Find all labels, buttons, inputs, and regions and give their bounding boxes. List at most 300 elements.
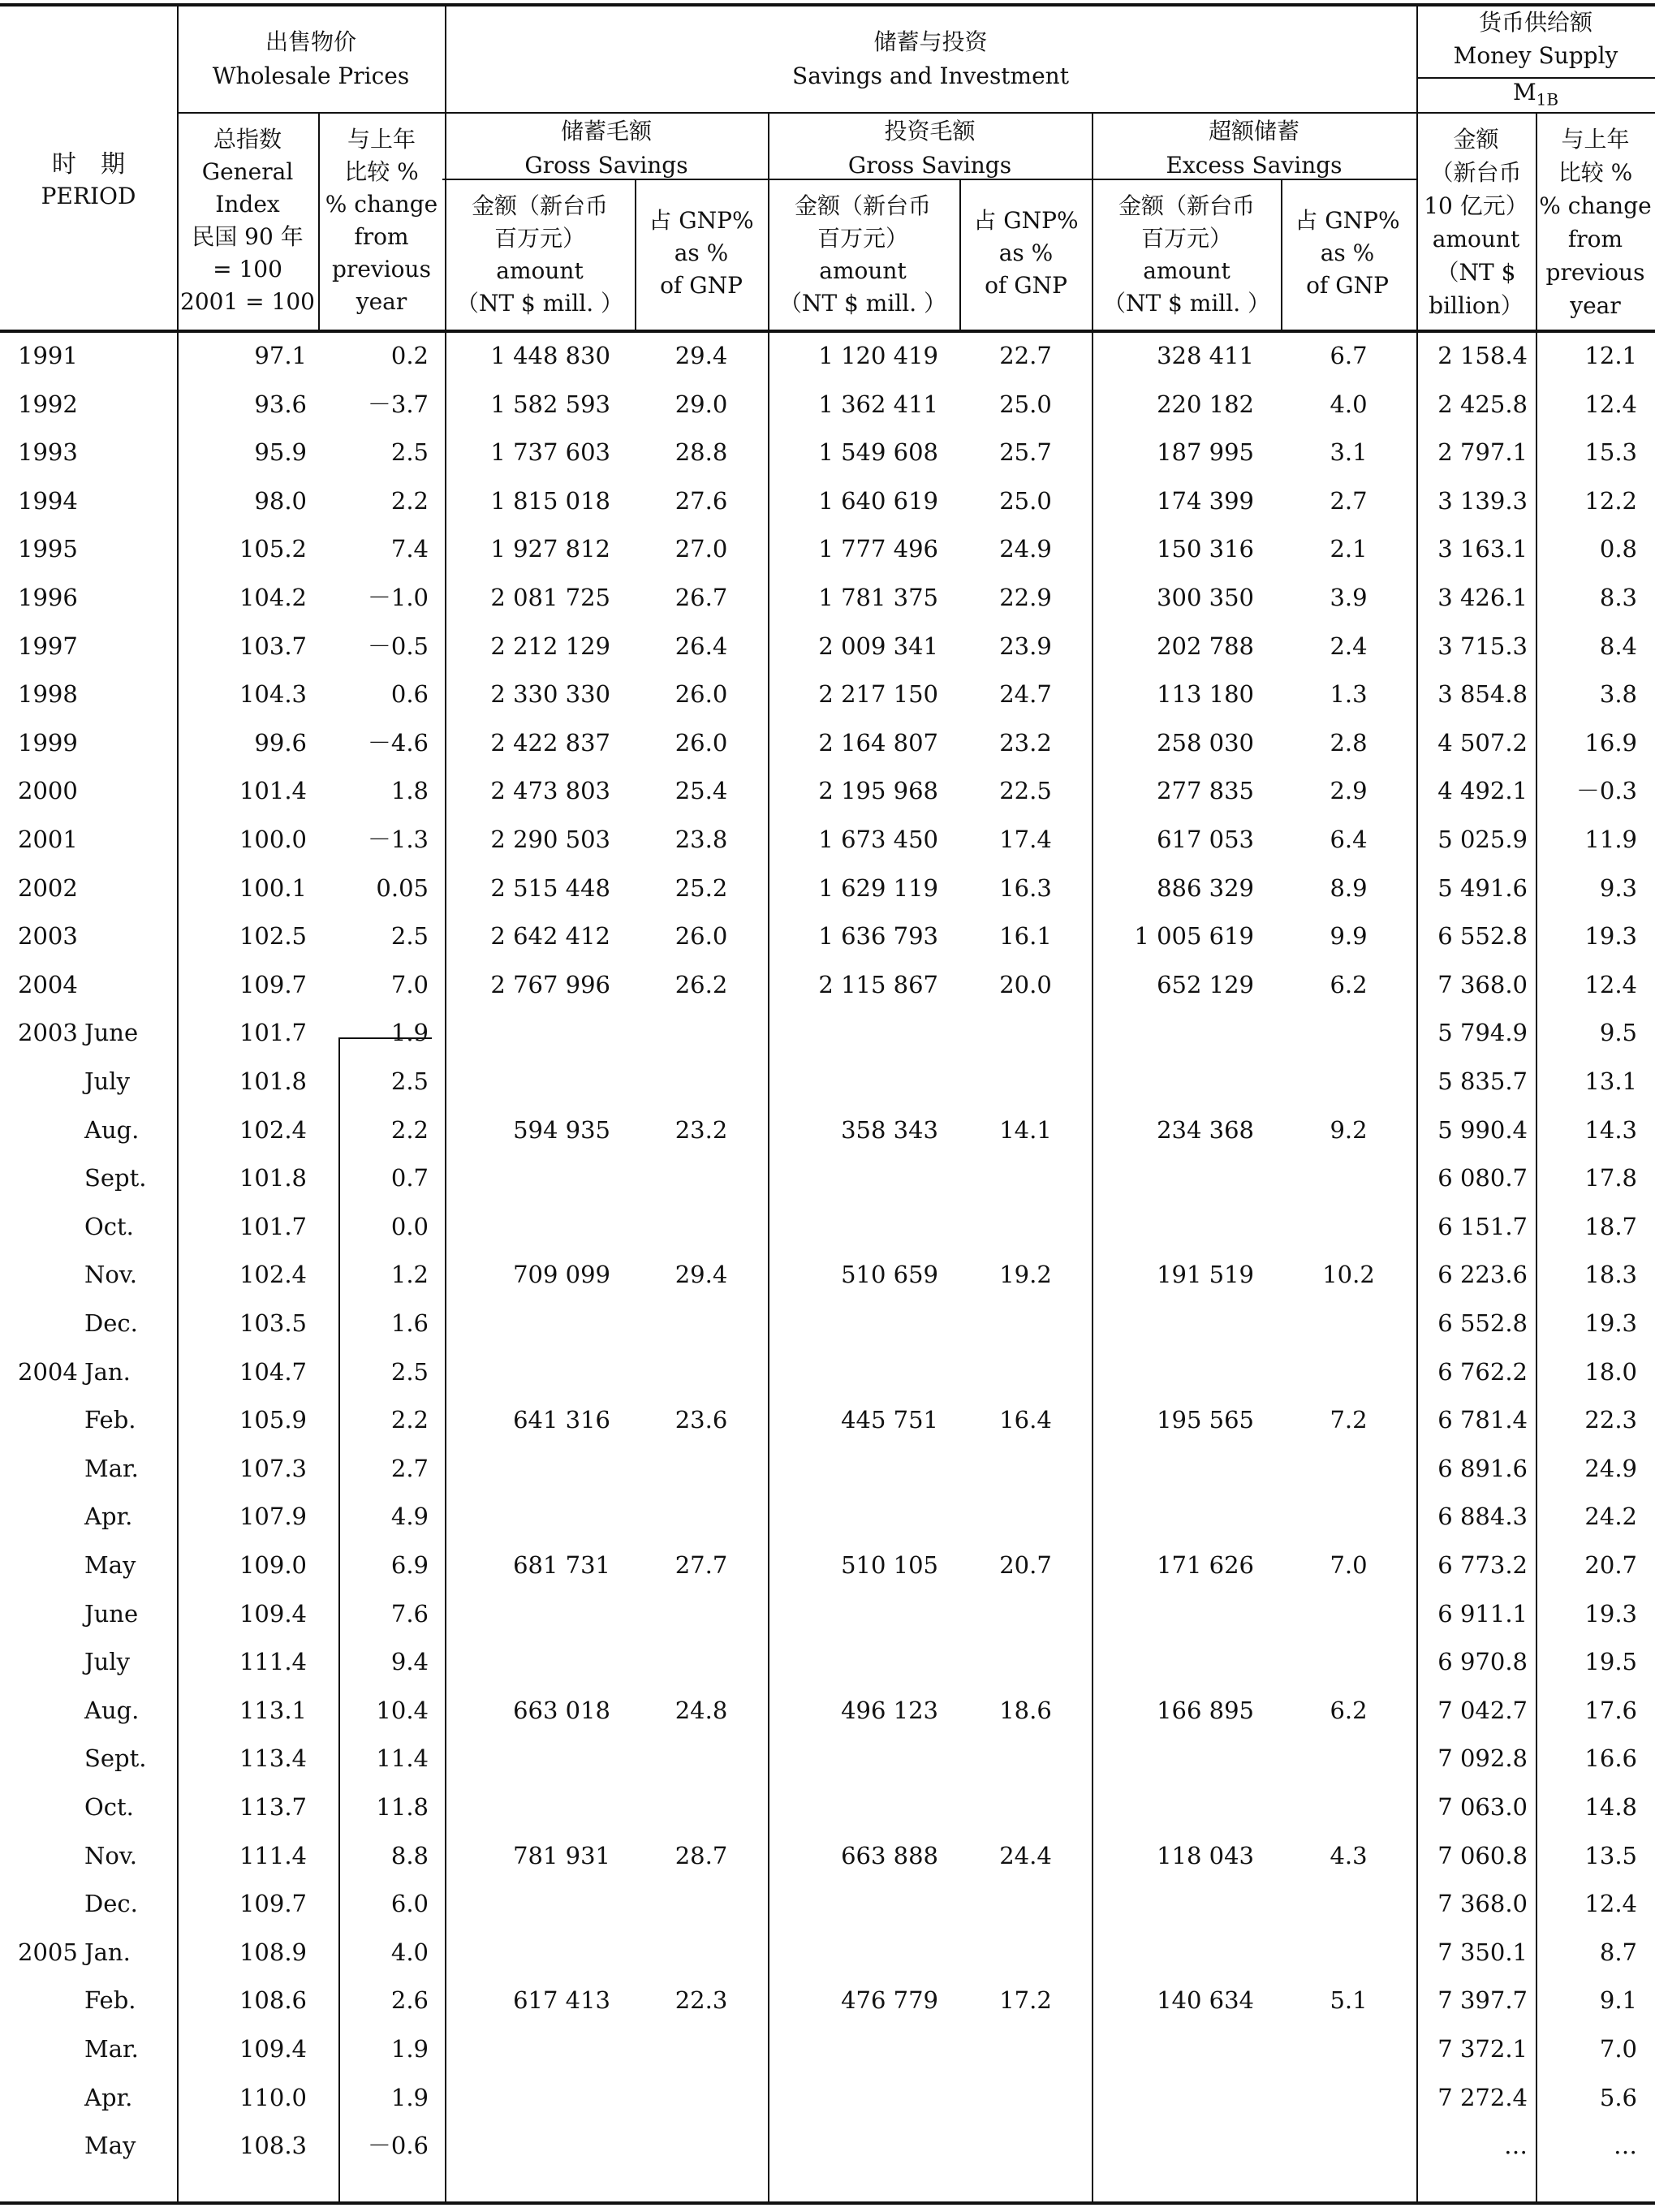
wholesale-change-value: 8.8 [390, 1841, 429, 1869]
money-change: 12.2 [1584, 486, 1637, 515]
row-period: 1994 [18, 486, 78, 515]
index-value: 102.4 [239, 1115, 307, 1144]
gnp-share-header-line: of GNP [660, 272, 743, 299]
quarter-gross-savings-amount: 781 931 [513, 1841, 610, 1869]
savings-title-en: Savings and Investment [792, 63, 1069, 89]
money-amount-header-line: 金额 [1453, 126, 1499, 153]
amount-header-line: amount [1143, 257, 1230, 284]
m1b-subscript: 1B [1536, 89, 1559, 110]
row-year: 2005 [18, 1938, 78, 1966]
money-change: 12.1 [1584, 342, 1637, 369]
quarter-gross-savings-amount: 641 316 [513, 1406, 610, 1434]
gross-savings-amount: 2 473 803 [490, 777, 610, 805]
investment-amount: 1 636 793 [818, 922, 938, 951]
row-month: Apr. [84, 1503, 133, 1531]
wholesale-change-value: 2.5 [390, 438, 429, 467]
wholesale-change-value: 9.4 [390, 1648, 429, 1676]
money-amount: 3 715.3 [1437, 632, 1528, 660]
index-value: 99.6 [254, 728, 307, 757]
wholesale-change-header-line: 与上年 [347, 126, 416, 153]
index-value: 105.2 [239, 535, 307, 563]
excess-gnp: 9.9 [1330, 922, 1368, 951]
wholesale-change-value: 0.05 [376, 873, 429, 902]
gross-savings-gnp: 26.0 [674, 728, 728, 757]
money-change: 19.5 [1584, 1648, 1637, 1676]
quarter-gross-savings-gnp: 22.3 [674, 1986, 728, 2015]
index-value: 100.0 [239, 826, 307, 853]
index-value: 95.9 [254, 438, 307, 467]
investment-gnp: 17.4 [999, 826, 1052, 853]
quarter-investment-gnp: 20.7 [999, 1551, 1052, 1579]
wholesale-title-zh: 出售物价 [265, 28, 356, 55]
gross-savings-amount: 1 582 593 [490, 390, 610, 418]
quarter-investment-amount: 445 751 [841, 1406, 938, 1434]
investment-gnp: 23.9 [999, 632, 1052, 660]
gross-savings-gnp: 27.6 [674, 486, 728, 515]
index-value: 103.7 [239, 632, 307, 660]
quarter-investment-amount: 663 888 [841, 1841, 938, 1869]
index-value: 104.2 [239, 584, 307, 611]
money-amount: 5 794.9 [1437, 1019, 1528, 1047]
money-change: 24.2 [1584, 1503, 1637, 1531]
money-amount: 7 060.8 [1437, 1841, 1528, 1869]
row-month: Nov. [84, 1841, 137, 1869]
excess-gnp: 6.4 [1330, 826, 1368, 853]
money-amount: 2 158.4 [1437, 342, 1528, 369]
excess-gnp: 4.0 [1330, 390, 1368, 418]
wholesale-change-value: 1.9 [390, 1019, 429, 1047]
wholesale-change-header-line: 比较 % [344, 158, 419, 185]
money-amount: 6 223.6 [1437, 1261, 1528, 1289]
index-value: 107.3 [239, 1454, 307, 1482]
money-amount: 4 492.1 [1437, 777, 1528, 805]
index-value: 98.0 [254, 486, 307, 515]
quarter-gross-savings-gnp: 23.2 [674, 1115, 728, 1144]
excess-amount: 113 180 [1157, 680, 1254, 709]
gnp-share-header-line: of GNP [985, 272, 1067, 299]
gross-savings-gnp: 26.7 [674, 584, 728, 611]
wholesale-change-value: 2.5 [390, 1067, 429, 1095]
row-period: 1999 [18, 728, 78, 757]
index-header-line: General [201, 158, 294, 185]
wholesale-change-value: 10.4 [376, 1696, 429, 1724]
row-period: 2001 [18, 826, 78, 853]
wholesale-change-value: 2.5 [390, 922, 429, 951]
quarter-investment-gnp: 16.4 [999, 1406, 1052, 1434]
quarter-excess-amount: 140 634 [1157, 1986, 1254, 2015]
investment-gnp: 22.7 [999, 342, 1052, 369]
wholesale-change-value: 0.0 [390, 1212, 429, 1240]
row-month: Aug. [84, 1696, 140, 1724]
excess-amount: 1 005 619 [1134, 922, 1254, 951]
money-change: 14.8 [1584, 1793, 1637, 1821]
row-month: Sept. [84, 1164, 147, 1192]
quarter-gross-savings-gnp: 27.7 [674, 1551, 728, 1579]
row-period: 1996 [18, 584, 78, 611]
money-amount: 7 063.0 [1437, 1793, 1528, 1821]
money-change-header-line: previous [1545, 259, 1645, 286]
gross-savings-amount: 2 330 330 [490, 680, 610, 709]
investment-amount: 2 164 807 [818, 728, 938, 757]
money-amount: 4 507.2 [1437, 728, 1528, 757]
row-month: Sept. [84, 1744, 147, 1773]
money-change-header-line: 比较 % [1558, 159, 1633, 186]
money-change: 8.7 [1599, 1938, 1637, 1966]
quarter-investment-gnp: 14.1 [999, 1115, 1052, 1144]
money-change: 15.3 [1584, 438, 1637, 467]
wholesale-change-value: 2.2 [390, 1406, 429, 1434]
gnp-share-header-line: of GNP [1306, 272, 1389, 299]
index-value: 110.0 [239, 2083, 307, 2111]
index-value: 101.8 [239, 1067, 307, 1095]
investment-amount: 2 195 968 [818, 777, 938, 805]
investment-amount: 1 673 450 [818, 826, 938, 853]
amount-header-line: （NT $ mill. ） [455, 290, 623, 317]
index-value: 111.4 [239, 1648, 307, 1676]
gross-savings-amount: 2 767 996 [490, 970, 610, 998]
amount-header-line: （NT $ mill. ） [778, 290, 946, 317]
row-period: 1998 [18, 680, 78, 709]
investment-gnp: 24.9 [999, 535, 1052, 563]
row-month: Feb. [84, 1986, 136, 2015]
row-period: 1991 [18, 342, 78, 369]
index-value: 104.7 [239, 1357, 307, 1386]
index-value: 97.1 [254, 342, 307, 369]
gross-savings-amount: 2 290 503 [490, 826, 610, 853]
wholesale-change-value: 7.0 [390, 970, 429, 998]
quarter-excess-gnp: 4.3 [1330, 1841, 1368, 1869]
money-change: 13.1 [1584, 1067, 1637, 1095]
wholesale-change-value: －0.6 [367, 2132, 429, 2160]
money-change: 22.3 [1584, 1406, 1637, 1434]
gross-savings-gnp: 26.2 [674, 970, 728, 998]
excess-amount: 886 329 [1157, 873, 1254, 902]
quarter-gross-savings-gnp: 28.7 [674, 1841, 728, 1869]
investment-amount: 1 629 119 [818, 873, 938, 902]
gross-savings-gnp: 28.8 [674, 438, 728, 467]
money-amount: 7 350.1 [1437, 1938, 1528, 1966]
row-month: Mar. [84, 2035, 139, 2063]
row-month: Dec. [84, 1309, 138, 1337]
row-month: Feb. [84, 1406, 136, 1434]
money-change: 3.8 [1599, 680, 1637, 709]
quarter-excess-amount: 166 895 [1157, 1696, 1254, 1724]
index-value: 113.1 [239, 1696, 307, 1724]
investment-header-zh: 投资毛额 [884, 118, 976, 144]
money-amount: 7 372.1 [1437, 2035, 1528, 2063]
excess-amount: 258 030 [1157, 728, 1254, 757]
wholesale-change-value: 6.0 [390, 1890, 429, 1918]
gross-savings-amount: 1 737 603 [490, 438, 610, 467]
money-amount: 7 092.8 [1437, 1744, 1528, 1773]
quarter-investment-gnp: 17.2 [999, 1986, 1052, 2015]
wholesale-change-value: 0.6 [390, 680, 429, 709]
col-divider [1416, 3, 1418, 2201]
money-amount: 3 163.1 [1437, 535, 1528, 563]
quarter-excess-gnp: 6.2 [1330, 1696, 1368, 1724]
quarter-investment-gnp: 24.4 [999, 1841, 1052, 1869]
money-amount: 3 854.8 [1437, 680, 1528, 709]
row-month: Jan. [84, 1938, 131, 1966]
gross-savings-amount: 2 515 448 [490, 873, 610, 902]
row-period: 1992 [18, 390, 78, 418]
gross-savings-amount: 2 081 725 [490, 584, 610, 611]
money-change: 17.8 [1584, 1164, 1637, 1192]
money-change: 0.8 [1599, 535, 1637, 563]
money-change: 19.3 [1584, 1309, 1637, 1337]
index-value: 109.0 [239, 1551, 307, 1579]
gross-savings-header-en: Gross Savings [524, 152, 688, 179]
index-value: 103.5 [239, 1309, 307, 1337]
investment-amount: 1 362 411 [818, 390, 938, 418]
money-change: 9.3 [1599, 873, 1637, 902]
col-divider [1092, 112, 1093, 2201]
quarter-excess-gnp: 7.2 [1330, 1406, 1368, 1434]
index-value: 105.9 [239, 1406, 307, 1434]
index-value: 113.4 [239, 1744, 307, 1773]
money-amount: 7 272.4 [1437, 2083, 1528, 2111]
wholesale-change-value: 0.7 [390, 1164, 429, 1192]
excess-gnp: 3.9 [1330, 584, 1368, 611]
gross-savings-gnp: 26.0 [674, 680, 728, 709]
wholesale-change-value: 1.2 [390, 1261, 429, 1289]
money-change: 17.6 [1584, 1696, 1637, 1724]
money-amount-header-line: amount [1432, 226, 1520, 252]
index-value: 113.7 [239, 1793, 307, 1821]
quarter-investment-amount: 496 123 [841, 1696, 938, 1724]
index-value: 102.4 [239, 1261, 307, 1289]
money-change-header-line: % change [1539, 192, 1652, 219]
investment-gnp: 22.9 [999, 584, 1052, 611]
money-amount: 5 835.7 [1437, 1067, 1528, 1095]
wholesale-change-value: 1.8 [390, 777, 429, 805]
gnp-share-header-line: as % [674, 239, 729, 266]
excess-header-en: Excess Savings [1166, 152, 1343, 179]
quarter-gross-savings-gnp: 29.4 [674, 1261, 728, 1289]
gross-savings-gnp: 23.8 [674, 826, 728, 853]
money-change: 18.0 [1584, 1357, 1637, 1386]
money-amount: 5 025.9 [1437, 826, 1528, 853]
index-value: 109.7 [239, 970, 307, 998]
amount-header-line: amount [819, 257, 907, 284]
wholesale-change-value: 11.4 [376, 1744, 429, 1773]
wholesale-title-en: Wholesale Prices [212, 63, 410, 89]
row-month: June [84, 1599, 139, 1628]
wholesale-change-value: －3.7 [367, 390, 429, 418]
m1b-label: $M_{1B}$ [1512, 79, 1559, 110]
money-amount: 6 884.3 [1437, 1503, 1528, 1531]
wholesale-change-value: 2.5 [390, 1357, 429, 1386]
amount-header-line: 金额（新台币 [471, 192, 608, 219]
wholesale-change-value: 2.2 [390, 1115, 429, 1144]
quarter-investment-amount: 476 779 [841, 1986, 938, 2015]
index-value: 108.6 [239, 1986, 307, 2015]
row-period: 2000 [18, 777, 78, 805]
index-value: 101.8 [239, 1164, 307, 1192]
investment-gnp: 25.0 [999, 486, 1052, 515]
row-month: May [84, 1551, 136, 1579]
sub-header-rule [442, 179, 1416, 180]
money-change: 13.5 [1584, 1841, 1637, 1869]
index-value: 93.6 [254, 390, 307, 418]
wholesale-change-header-line: previous [332, 256, 431, 282]
gross-savings-gnp: 26.4 [674, 632, 728, 660]
savings-title-zh: 储蓄与投资 [873, 28, 988, 55]
excess-amount: 187 995 [1157, 438, 1254, 467]
money-amount: 2 797.1 [1437, 438, 1528, 467]
money-amount-header-line: （NT $ [1436, 259, 1516, 286]
gnp-share-header-line: as % [998, 239, 1054, 266]
gross-savings-gnp: 26.0 [674, 922, 728, 951]
wholesale-change-header-line: year [356, 288, 407, 315]
money-amount: 3 426.1 [1437, 584, 1528, 611]
row-month: July [84, 1648, 130, 1676]
wholesale-change-value: 1.9 [390, 2083, 429, 2111]
money-amount: 6 970.8 [1437, 1648, 1528, 1676]
quarter-investment-gnp: 19.2 [999, 1261, 1052, 1289]
amount-header-line: 金额（新台币 [1118, 192, 1255, 219]
investment-gnp: 24.7 [999, 680, 1052, 709]
wholesale-change-value: 6.9 [390, 1551, 429, 1579]
bottom-rule [0, 2201, 1655, 2205]
top-rule [0, 3, 1655, 6]
excess-amount: 174 399 [1157, 486, 1254, 515]
excess-gnp: 6.7 [1330, 342, 1368, 369]
index-value: 108.9 [239, 1938, 307, 1966]
index-value: 101.4 [239, 777, 307, 805]
gnp-share-header-line: 占 GNP% [973, 207, 1079, 234]
index-value: 104.3 [239, 680, 307, 709]
row-month: Mar. [84, 1454, 139, 1482]
excess-gnp: 8.9 [1330, 873, 1368, 902]
row-period: 2002 [18, 873, 78, 902]
row-month: Nov. [84, 1261, 137, 1289]
investment-header-en: Gross Savings [847, 152, 1012, 179]
row-month: Apr. [84, 2083, 133, 2111]
excess-amount: 300 350 [1157, 584, 1254, 611]
index-value: 109.4 [239, 2035, 307, 2063]
index-value: 111.4 [239, 1841, 307, 1869]
amount-header-line: 金额（新台币 [794, 192, 931, 219]
row-year: 2003 [18, 1019, 78, 1047]
index-value: 100.1 [239, 873, 307, 902]
group-header-rule [177, 112, 1416, 114]
money-amount: 5 990.4 [1437, 1115, 1528, 1144]
gross-savings-gnp: 25.4 [674, 777, 728, 805]
money-change: 20.7 [1584, 1551, 1637, 1579]
row-month: June [84, 1019, 139, 1047]
amount-header-line: 百万元） [1140, 225, 1232, 252]
money-amount: 2 425.8 [1437, 390, 1528, 418]
wholesale-change-value: 1.9 [390, 2035, 429, 2063]
gross-savings-gnp: 29.0 [674, 390, 728, 418]
gross-savings-amount: 2 212 129 [490, 632, 610, 660]
money-amount-header-line: 10 亿元） [1424, 192, 1528, 219]
period-header-en: PERIOD [41, 183, 136, 209]
quarter-gross-savings-amount: 594 935 [513, 1115, 610, 1144]
quarter-excess-amount: 118 043 [1157, 1841, 1254, 1869]
money-change: 11.9 [1584, 826, 1637, 853]
wholesale-change-value: 0.2 [390, 342, 429, 369]
wholesale-change-value: 2.6 [390, 1986, 429, 2015]
money-change: 16.6 [1584, 1744, 1637, 1773]
investment-amount: 2 115 867 [818, 970, 938, 998]
money-change-header-line: from [1567, 226, 1623, 252]
money-change-header-line: 与上年 [1561, 126, 1630, 153]
money-amount: 7 368.0 [1437, 1890, 1528, 1918]
money-amount: 6 762.2 [1437, 1357, 1528, 1386]
quarter-gross-savings-gnp: 24.8 [674, 1696, 728, 1724]
investment-amount: 1 120 419 [818, 342, 938, 369]
investment-amount: 1 549 608 [818, 438, 938, 467]
money-amount: 6 773.2 [1437, 1551, 1528, 1579]
col-divider [1536, 112, 1537, 2201]
money-change: 9.1 [1599, 1986, 1637, 2015]
gross-savings-header-zh: 储蓄毛额 [560, 118, 652, 144]
quarter-excess-gnp: 10.2 [1322, 1261, 1375, 1289]
quarter-gross-savings-amount: 709 099 [513, 1261, 610, 1289]
index-value: 109.7 [239, 1890, 307, 1918]
money-amount: 7 042.7 [1437, 1696, 1528, 1724]
excess-amount: 277 835 [1157, 777, 1254, 805]
money-amount-header-line: billion） [1429, 292, 1524, 319]
gnp-share-header-line: 占 GNP% [649, 207, 754, 234]
gross-savings-amount: 2 422 837 [490, 728, 610, 757]
quarter-excess-gnp: 5.1 [1330, 1986, 1368, 2015]
excess-amount: 150 316 [1157, 535, 1254, 563]
index-header-line: 2001 = 100 [180, 288, 315, 315]
money-change: 19.3 [1584, 1599, 1637, 1628]
money-change: 14.3 [1584, 1115, 1637, 1144]
gnp-share-header-line: 占 GNP% [1295, 207, 1400, 234]
quarter-investment-amount: 510 659 [841, 1261, 938, 1289]
money-amount: 3 139.3 [1437, 486, 1528, 515]
money-change: 8.4 [1599, 632, 1637, 660]
money-change: 12.4 [1584, 970, 1637, 998]
gross-savings-gnp: 25.2 [674, 873, 728, 902]
index-value: 109.4 [239, 1599, 307, 1628]
excess-amount: 202 788 [1157, 632, 1254, 660]
gross-savings-amount: 2 642 412 [490, 922, 610, 951]
col-divider [768, 112, 769, 2201]
gross-savings-gnp: 29.4 [674, 342, 728, 369]
wholesale-change-value: 2.2 [390, 486, 429, 515]
wholesale-change-value: 2.7 [390, 1454, 429, 1482]
row-month: Dec. [84, 1890, 138, 1918]
quarter-excess-amount: 191 519 [1157, 1261, 1254, 1289]
money-change: －0.3 [1575, 777, 1637, 805]
wholesale-change-header-line: % change [325, 191, 438, 218]
quarter-excess-amount: 234 368 [1157, 1115, 1254, 1144]
index-header-line: 民国 90 年 [192, 223, 304, 250]
money-title-en: Money Supply [1453, 42, 1618, 69]
excess-gnp: 2.1 [1330, 535, 1368, 563]
investment-amount: 2 217 150 [818, 680, 938, 709]
investment-gnp: 20.0 [999, 970, 1052, 998]
excess-gnp: 2.9 [1330, 777, 1368, 805]
money-amount: 7 368.0 [1437, 970, 1528, 998]
investment-gnp: 25.0 [999, 390, 1052, 418]
index-value: 101.7 [239, 1212, 307, 1240]
wholesale-change-header-line: from [354, 223, 409, 250]
money-amount: … [1504, 2132, 1528, 2160]
excess-gnp: 1.3 [1330, 680, 1368, 709]
gross-savings-amount: 1 927 812 [490, 535, 610, 563]
excess-gnp: 6.2 [1330, 970, 1368, 998]
quarter-gross-savings-amount: 681 731 [513, 1551, 610, 1579]
excess-amount: 220 182 [1157, 390, 1254, 418]
money-change: 9.5 [1599, 1019, 1637, 1047]
